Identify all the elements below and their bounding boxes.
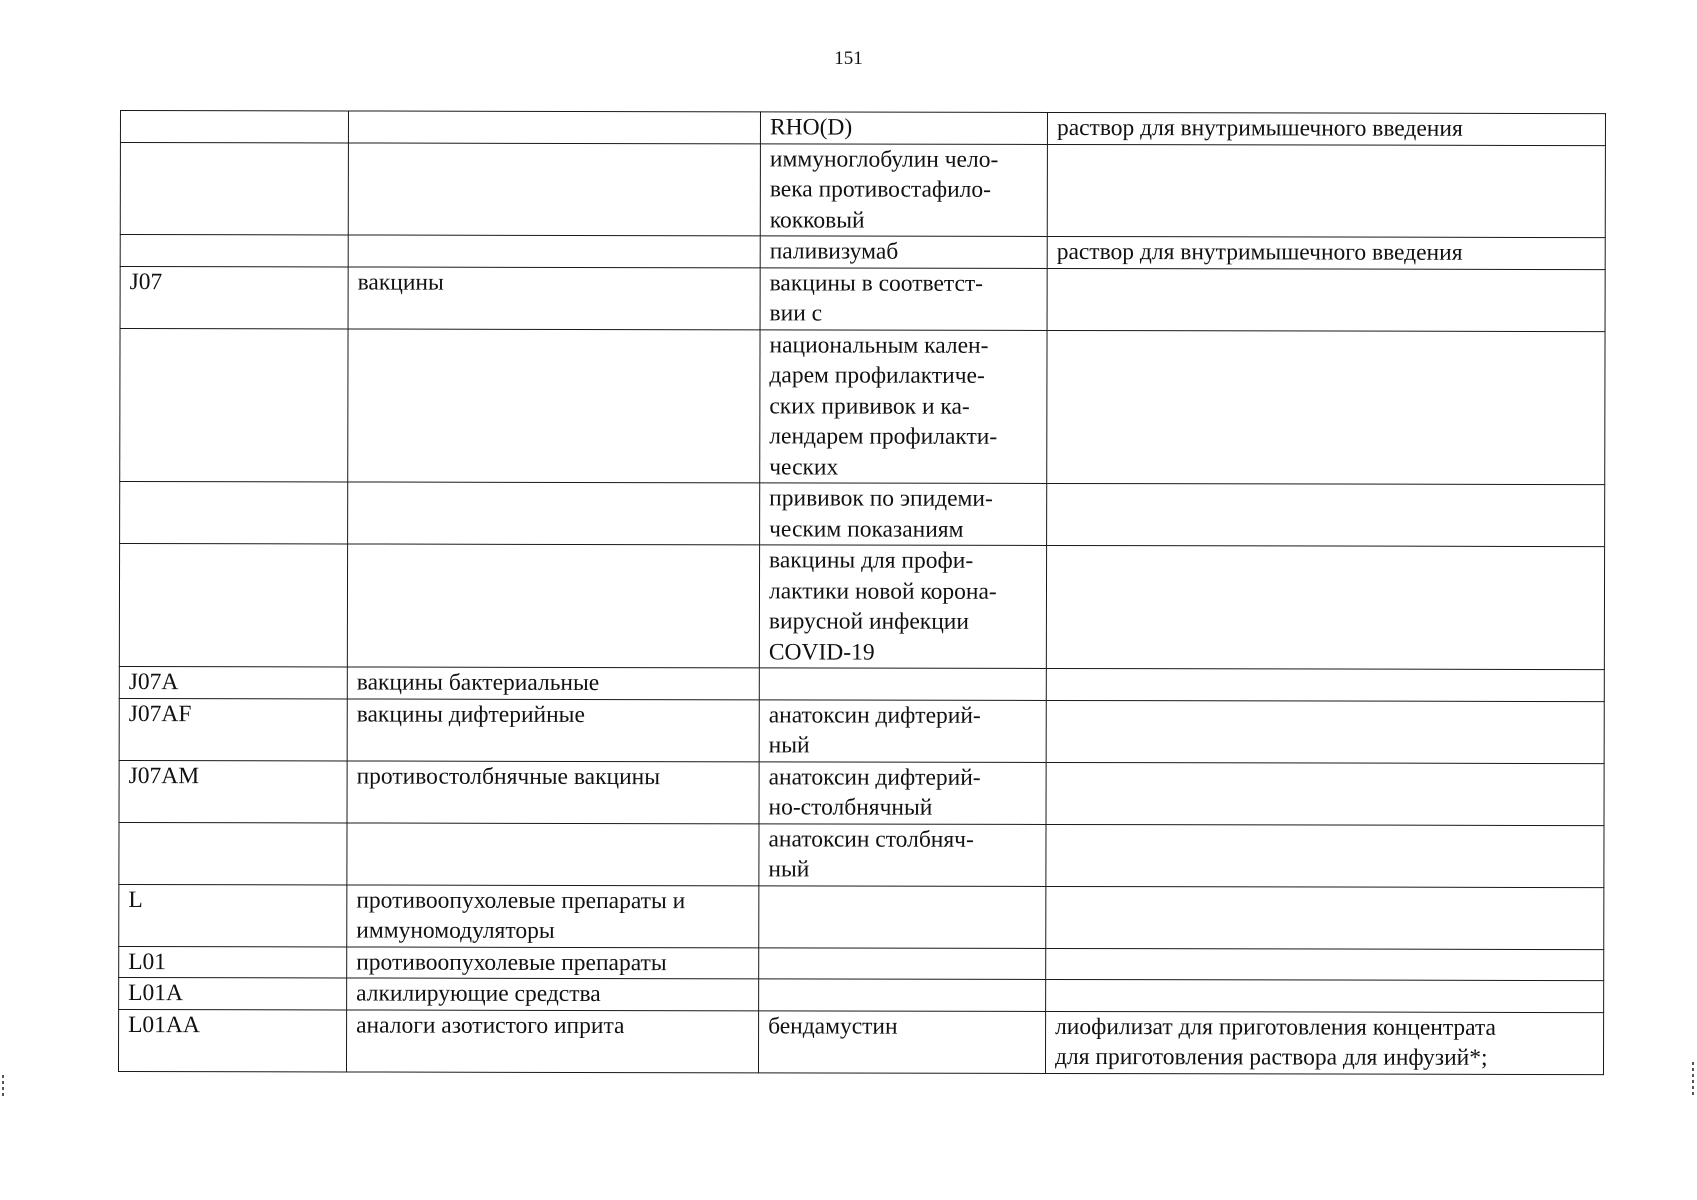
group-name-cell bbox=[347, 822, 759, 885]
group-name-cell: вакцины дифтерийные bbox=[347, 698, 759, 761]
drug-name-cell bbox=[759, 979, 1046, 1011]
table-row bbox=[119, 884, 1604, 949]
dosage-form-cell: раствор для внутримышечного введения bbox=[1047, 112, 1605, 145]
drug-name-cell: прививок по эпидеми- ческим показаниям bbox=[760, 483, 1047, 546]
table-row bbox=[119, 698, 1604, 763]
atc-code-cell: L01A bbox=[119, 977, 347, 1009]
atc-code-cell bbox=[119, 544, 347, 667]
group-name-cell bbox=[348, 482, 760, 545]
atc-code-cell: J07AF bbox=[119, 698, 347, 760]
group-name-cell bbox=[348, 142, 760, 235]
dosage-form-cell: лиофилизат для приготовления концентрата для приготовления раствора для инфузий*; bbox=[1045, 1011, 1603, 1074]
drug-name-cell: вакцины в соответст- вии с bbox=[760, 267, 1047, 330]
dosage-form-cell bbox=[1047, 268, 1605, 331]
atc-code-cell bbox=[119, 822, 347, 884]
atc-code-cell: L bbox=[119, 884, 347, 946]
drug-name-cell: иммуноглобулин чело- века противостафило- кокковый bbox=[760, 143, 1047, 236]
dosage-form-cell bbox=[1046, 979, 1604, 1012]
atc-code-cell: J07AM bbox=[119, 760, 347, 822]
table-row bbox=[120, 142, 1605, 238]
group-name-cell bbox=[348, 235, 760, 267]
table-row bbox=[119, 760, 1604, 825]
drug-name-cell: национальным кален- дарем профилактиче- ских прививок и ка- лендарем профилакти- ческих bbox=[760, 329, 1047, 483]
table-body bbox=[118, 111, 1605, 1075]
group-name-cell: противостолбнячные вакцины bbox=[347, 760, 759, 823]
medicines-table bbox=[118, 110, 1606, 1075]
group-name-cell: алкилирующие средства bbox=[347, 978, 759, 1010]
group-name-cell: аналоги азотистого иприта bbox=[346, 1009, 758, 1072]
table-row bbox=[119, 946, 1604, 981]
atc-code-cell bbox=[120, 142, 348, 235]
group-name-cell bbox=[348, 111, 760, 143]
drug-name-cell: анатоксин дифтерий- ный bbox=[759, 699, 1046, 762]
table-row bbox=[120, 235, 1605, 270]
atc-code-cell bbox=[120, 328, 348, 482]
table-row bbox=[119, 822, 1604, 887]
atc-code-cell: J07 bbox=[120, 266, 348, 328]
group-name-cell: противоопухолевые препараты bbox=[347, 946, 759, 978]
table-row bbox=[120, 482, 1605, 547]
left-margin-mark bbox=[2, 1075, 4, 1097]
dosage-form-cell bbox=[1047, 144, 1605, 238]
group-name-cell: вакцины bbox=[348, 266, 760, 329]
table-row bbox=[120, 328, 1605, 485]
dosage-form-cell bbox=[1046, 762, 1604, 825]
drug-name-cell: анатоксин дифтерий- но-столбнячный bbox=[759, 761, 1046, 824]
dosage-form-cell bbox=[1047, 483, 1605, 546]
group-name-cell: вакцины бактериальные bbox=[347, 667, 759, 699]
atc-code-cell: L01 bbox=[119, 946, 347, 978]
page-number: 151 bbox=[834, 48, 863, 69]
drug-name-cell bbox=[759, 885, 1046, 948]
atc-code-cell bbox=[120, 235, 348, 267]
group-name-cell bbox=[348, 328, 760, 482]
drug-name-cell: RHO(D) bbox=[760, 112, 1047, 144]
drug-name-cell: паливизумаб bbox=[760, 236, 1047, 268]
dosage-form-cell bbox=[1047, 330, 1605, 485]
dosage-form-cell bbox=[1046, 948, 1604, 981]
atc-code-cell bbox=[120, 111, 348, 143]
drug-name-cell: анатоксин столбняч- ный bbox=[759, 823, 1046, 886]
atc-code-cell: L01AA bbox=[118, 1009, 346, 1071]
table-row bbox=[120, 266, 1605, 331]
table-row bbox=[119, 977, 1604, 1012]
right-margin-mark bbox=[1692, 1062, 1694, 1098]
drug-name-cell: бендамустин bbox=[758, 1010, 1045, 1073]
table-row bbox=[118, 1009, 1603, 1074]
group-name-cell: противоопухолевые препараты и иммуномодуляторы bbox=[347, 884, 759, 947]
drug-name-cell bbox=[759, 947, 1046, 979]
atc-code-cell bbox=[120, 482, 348, 544]
dosage-form-cell bbox=[1046, 886, 1604, 949]
dosage-form-cell: раствор для внутримышечного введения bbox=[1047, 236, 1605, 269]
dosage-form-cell bbox=[1046, 824, 1604, 887]
drug-name-cell bbox=[759, 668, 1046, 700]
group-name-cell bbox=[347, 544, 759, 668]
atc-code-cell: J07A bbox=[119, 666, 347, 698]
table-row bbox=[119, 544, 1604, 670]
drug-name-cell: вакцины для профи- лактики новой корона- вирусной инфекции COVID-19 bbox=[759, 545, 1046, 669]
table-row bbox=[120, 111, 1605, 146]
dosage-form-cell bbox=[1046, 668, 1604, 701]
dosage-form-cell bbox=[1046, 545, 1604, 669]
dosage-form-cell bbox=[1046, 700, 1604, 763]
table-row bbox=[119, 666, 1604, 701]
